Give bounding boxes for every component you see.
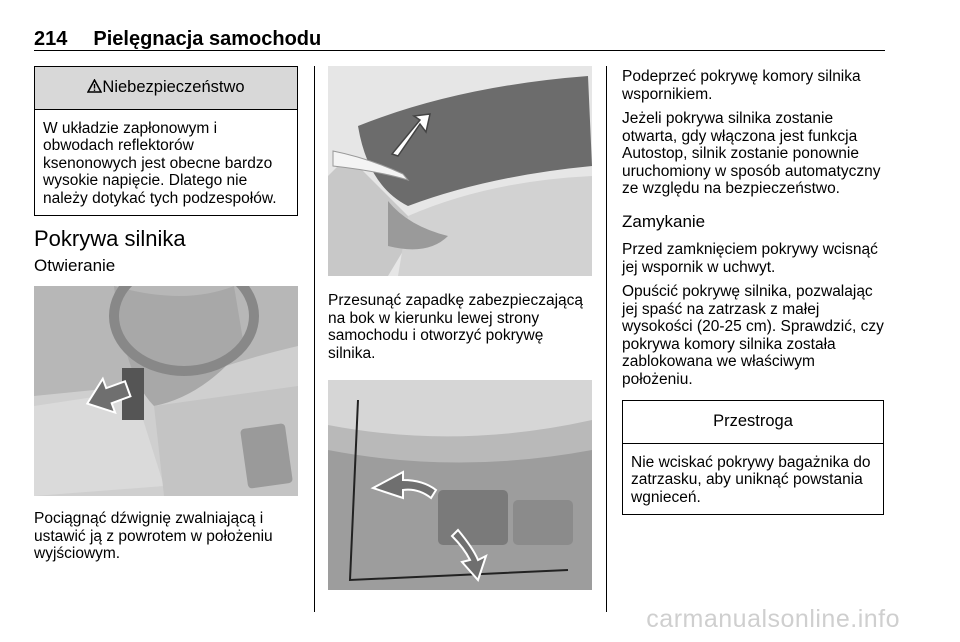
column-1 <box>34 66 298 563</box>
danger-box <box>34 66 298 216</box>
section-title: Pokrywa silnika <box>34 226 186 251</box>
column-divider-1 <box>314 66 315 612</box>
danger-box-body: W układzie zapłonowym i obwodach reflektorów ksenonowych jest obecne bardzo wysokie napięcie. Dlatego nie należy dotykać tych podzespołów. <box>43 119 277 207</box>
watermark: carmanualsonline.info <box>646 605 900 633</box>
danger-box-header <box>35 67 297 110</box>
subtitle-open: Otwieranie <box>34 255 116 275</box>
text-autostop: Jeżeli pokrywa silnika zostanie otwarta, gdy włączona jest funkcja Autostop, silnik zostanie ponownie uruchomiony w sposób automatyczny ze względu na bezpieczeństwo. <box>622 110 881 197</box>
text-lower-hood: Opuścić pokrywę silnika, pozwalając jej spaść na zatrzask z małej wysokości (20-25 cm). Sprawdzić, czy pokrywa komory silnika została zablokowana we właściwym położeniu. <box>622 283 884 388</box>
text-catch: Przesunąć zapadkę zabezpieczającą na bok w kierunku lewej strony samochodu i otworzyć pokrywę silnika. <box>328 292 584 362</box>
warning-triangle-icon <box>87 79 102 93</box>
text-support: Podeprzeć pokrywę komory silnika wspornikiem. <box>622 68 861 103</box>
page-header <box>34 28 321 51</box>
column-3 <box>622 66 888 515</box>
text-press-support: Przed zamknięciem pokrywy wcisnąć jej wspornik w uchwyt. <box>622 241 878 276</box>
text-lever: Pociągnąć dźwignię zwalniającą i ustawić ją z powrotem w położeniu wyjściowym. <box>34 510 273 562</box>
engine-compartment-image <box>328 380 592 590</box>
page-title: Pielęgnacja samochodu <box>93 28 322 50</box>
subtitle-close: Zamykanie <box>622 211 706 231</box>
column-divider-2 <box>606 66 607 612</box>
danger-box-title: Niebezpieczeństwo <box>102 78 245 96</box>
column-2 <box>328 66 592 590</box>
caution-box-title: Przestroga <box>623 401 883 444</box>
caution-box-body: Nie wciskać pokrywy bagażnika do zatrzasku, aby uniknąć powstania wgnieceń. <box>631 453 871 506</box>
hood-release-lever-image <box>34 286 298 496</box>
caution-box <box>622 400 884 515</box>
page-number: 214 <box>34 28 68 50</box>
hood-catch-image <box>328 66 592 276</box>
header-rule <box>34 50 885 51</box>
